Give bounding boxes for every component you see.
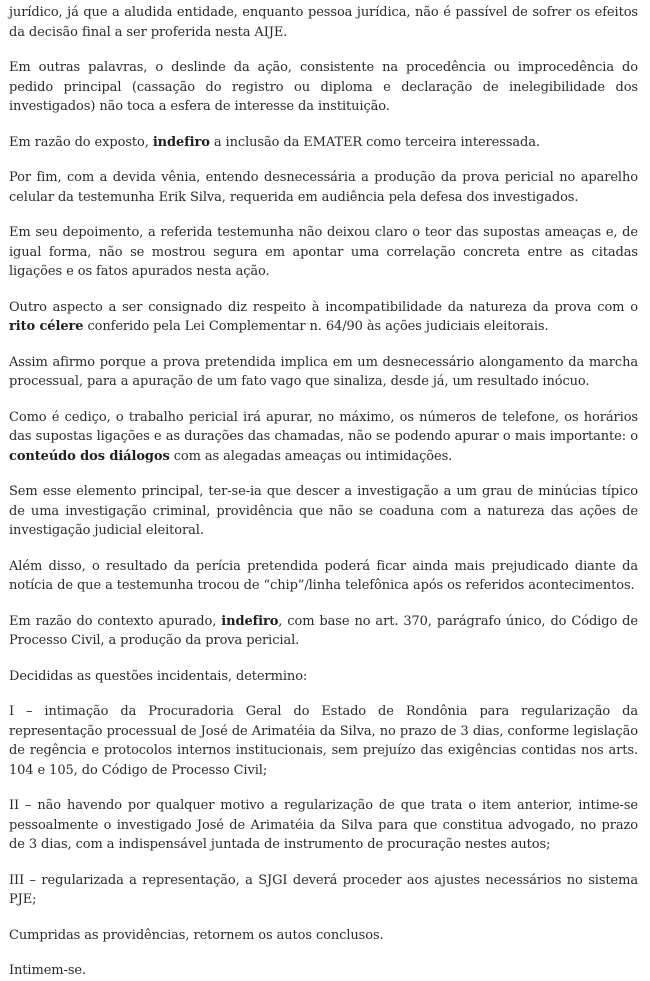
body-paragraph <box>9 3 638 42</box>
body-paragraph <box>9 702 638 780</box>
paragraph-text: Em seu depoimento, a referida testemunha não deixou claro o teor das supostas ameaças e, de igual forma, não se mostrou segura em apontar uma correlação concreta entre as citadas ligações e os fatos apurados nesta ação. <box>9 225 638 279</box>
body-paragraph <box>9 612 638 651</box>
body-paragraph <box>9 58 638 117</box>
paragraph-text: Decididas as questões incidentais, determino: <box>9 668 308 684</box>
paragraph-text: I – intimação da Procuradoria Geral do Estado de Rondônia para regularização da representação processual de José de Arimatéia da Silva, no prazo de 3 dias, conforme legislação de regência e protocolos internos institucionais, sem prejuízo das exigências contidas nos arts. 104 e 105, do Código de Processo Civil; <box>9 704 638 778</box>
body-paragraph <box>9 926 638 946</box>
body-paragraph <box>9 298 638 337</box>
paragraph-text: Cumpridas as providências, retornem os autos conclusos. <box>9 927 384 943</box>
paragraph-text: conferido pela Lei Complementar n. 64/90 às ações judiciais eleitorais. <box>83 319 549 334</box>
paragraph-text: Além disso, o resultado da perícia pretendida poderá ficar ainda mais prejudicado diante da notícia de que a testemunha trocou de “chip”/linha telefônica após os referidos acontecimentos. <box>9 558 638 593</box>
body-paragraph <box>9 223 638 282</box>
body-paragraph <box>9 353 638 392</box>
emphasized-text: indefiro <box>152 134 210 150</box>
paragraph-text: Intimem-se. <box>9 963 87 978</box>
paragraph-text: II – não havendo por qualquer motivo a regularização de que trata o item anterior, intime-se pessoalmente o investigado José de Arimatéia da Silva para que constitua advogado, no prazo de 3 dias, com a indispensável juntada de instrumento de procuração nestes autos; <box>9 798 638 852</box>
body-paragraph <box>9 133 638 153</box>
paragraph-text: Outro aspecto a ser consignado diz respeito à incompatibilidade da natureza da prova com o <box>9 299 638 315</box>
paragraph-text: Em outras palavras, o deslinde da ação, consistente na procedência ou improcedência do pedido principal (cassação do registro ou diploma e declaração de inelegibilidade dos investigados) não toca a esfera de interesse da instituição. <box>9 60 638 114</box>
paragraph-text: Sem esse elemento principal, ter-se-ia que descer a investigação a um grau de minúcias típico de uma investigação criminal, providência que não se coaduna com a natureza das ações de investigação judicial eleitoral. <box>9 484 638 538</box>
paragraph-text: III – regularizada a representação, a SJGI deverá proceder aos ajustes necessários no sistema PJE; <box>9 872 638 907</box>
body-paragraph <box>9 557 638 596</box>
paragraph-text: , com base no art. 370, parágrafo único, do Código de Processo Civil, a produção da prova pericial. <box>9 613 638 648</box>
paragraph-text: Em razão do contexto apurado, <box>9 613 222 629</box>
body-paragraph <box>9 408 638 467</box>
paragraph-text: Assim afirmo porque a prova pretendida implica em um desnecessário alongamento da marcha processual, para a apuração de um fato vago que sinaliza, desde já, um resultado inócuo. <box>9 354 638 389</box>
paragraph-text: Por fim, com a devida vênia, entendo desnecessária a produção da prova pericial no aparelho celular da testemunha Erik Silva, requerida em audiência pela defesa dos investigados. <box>9 170 638 205</box>
paragraph-text: Em razão do exposto, <box>9 134 153 150</box>
body-paragraph <box>9 796 638 855</box>
paragraph-text: Como é cediço, o trabalho pericial irá apurar, no máximo, os números de telefone, os horários das supostas ligações e as durações das chamadas, não se podendo apurar o mais importante: o <box>9 409 638 444</box>
emphasized-text: conteúdo dos diálogos <box>9 448 170 464</box>
emphasized-text: rito célere <box>9 319 84 334</box>
body-paragraph <box>9 871 638 910</box>
body-paragraph <box>9 482 638 541</box>
body-paragraph <box>9 168 638 207</box>
paragraph-text: a inclusão da EMATER como terceira interessada. <box>209 134 540 150</box>
paragraph-text: jurídico, já que a aludida entidade, enquanto pessoa jurídica, não é passível de sofrer os efeitos da decisão final a ser proferida nesta AIJE. <box>9 5 638 40</box>
body-paragraph <box>9 961 638 981</box>
document-page <box>9 3 638 981</box>
paragraph-text: com as alegadas ameaças ou intimidações. <box>169 448 453 464</box>
body-paragraph <box>9 667 638 687</box>
emphasized-text: indefiro <box>221 613 279 629</box>
